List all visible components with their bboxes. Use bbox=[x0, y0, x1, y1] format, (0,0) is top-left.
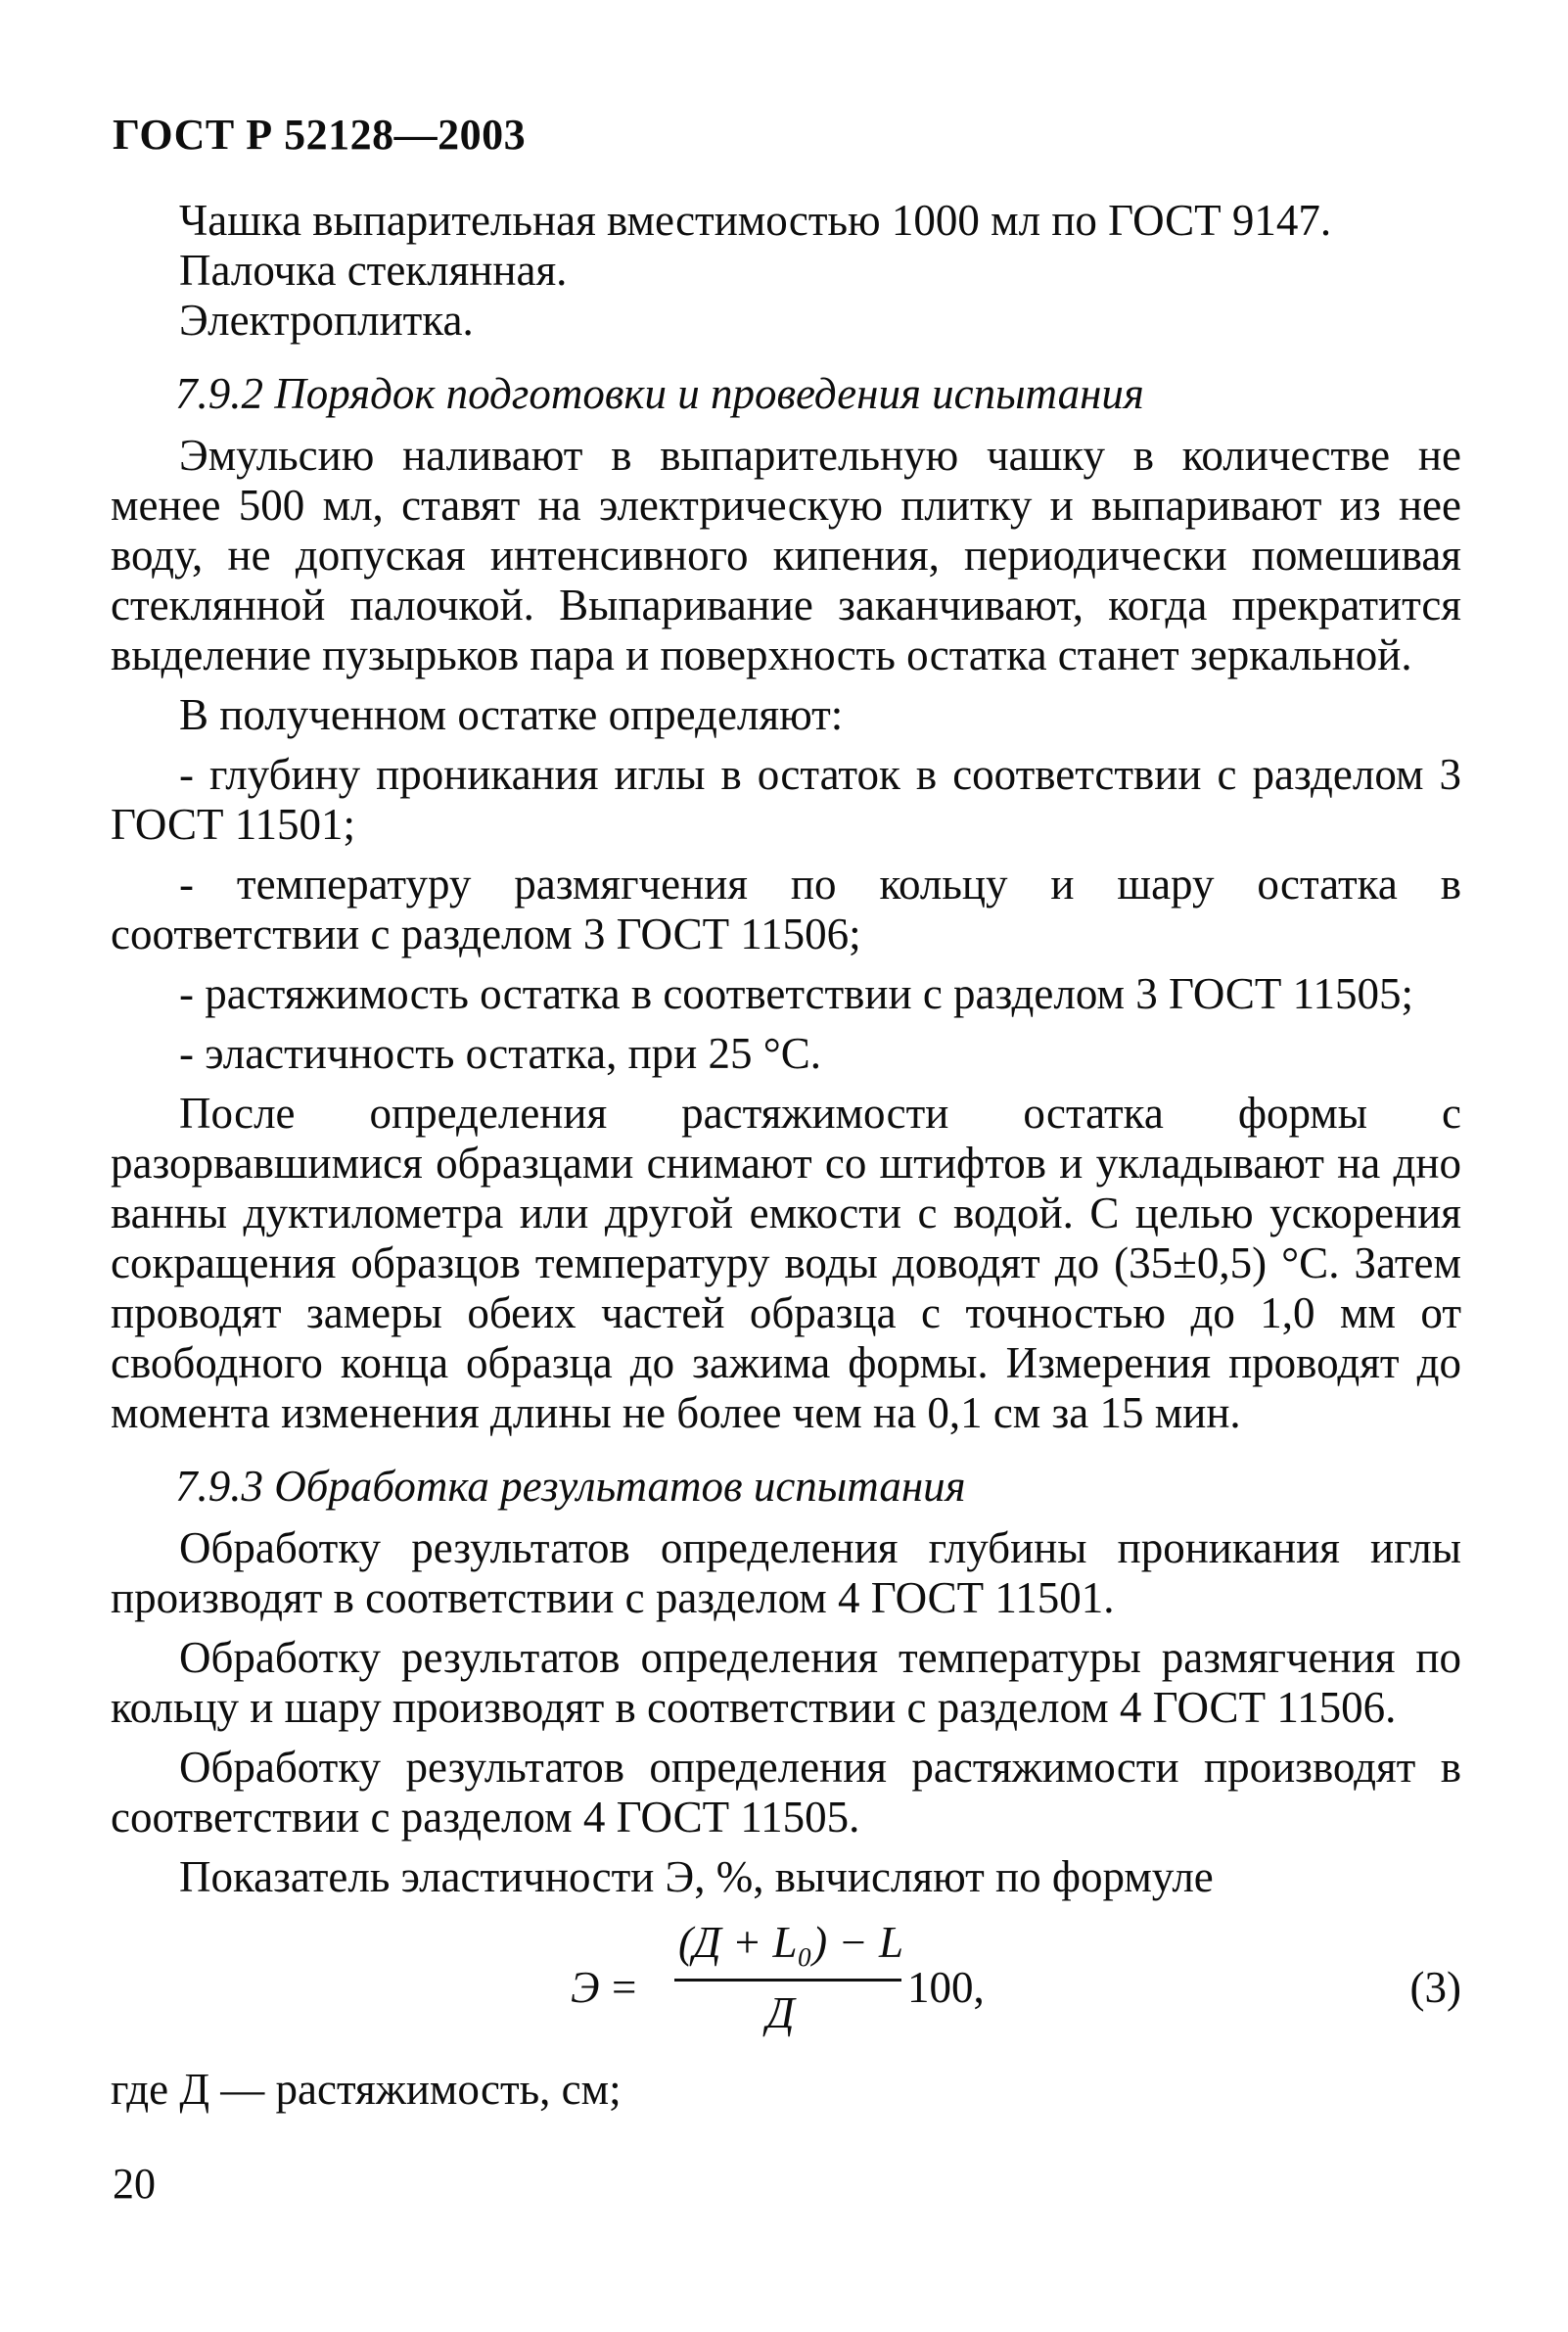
formula-lhs: Э bbox=[571, 1963, 600, 2012]
formula-number: (3) bbox=[1409, 1963, 1461, 2012]
paragraph-results-ductility: Обработку результатов определения растяжимости производят в соответствии с разделом 4 ГОСТ 11505. bbox=[111, 1743, 1461, 1842]
paragraph-residue-intro: В полученном остатке определяют: bbox=[179, 690, 844, 739]
equipment-line-2: Палочка стеклянная. bbox=[179, 246, 568, 295]
section-heading-7-9-3: 7.9.3 Обработка результатов испытания bbox=[175, 1462, 966, 1511]
document-header: ГОСТ Р 52128—2003 bbox=[113, 111, 527, 159]
document-body bbox=[111, 196, 1461, 2115]
list-item-ductility: - растяжимость остатка в соответствии с разделом 3 ГОСТ 11505; bbox=[179, 969, 1413, 1018]
list-item-elasticity: - эластичность остатка, при 25 °С. bbox=[179, 1029, 821, 1078]
paragraph-procedure: Эмульсию наливают в выпарительную чашку в количестве не менее 500 мл, ставят на электрическую плитку и выпаривают из нее воду, не допуская интенсивного кипения, периодически помешивая стеклянной палочкой. Выпаривание заканчивают, когда прекратится выделение пузырьков пара и поверхность остатка станет зеркальной. bbox=[111, 431, 1461, 679]
formula-equals: = bbox=[612, 1963, 637, 2012]
paragraph-elasticity-formula-intro: Показатель эластичности Э, %, вычисляют по формуле bbox=[179, 1852, 1214, 1901]
equipment-line-3: Электроплитка. bbox=[179, 296, 474, 345]
formula-multiplier: 100, bbox=[907, 1963, 985, 2012]
formula-fraction-bar bbox=[674, 1979, 901, 1982]
formula-where-line: где Д — растяжимость, см; bbox=[111, 2065, 622, 2114]
list-item-penetration: - глубину проникания иглы в остаток в соответствии с разделом 3 ГОСТ 11501; bbox=[111, 750, 1461, 849]
formula-numerator: (Д + L₀) − L bbox=[678, 1918, 904, 1967]
page-number: 20 bbox=[113, 2160, 156, 2208]
paragraph-measurement: После определения растяжимости остатка формы с разорвавшимися образцами снимают со штифтов и укладывают на дно ванны дуктилометра или другой емкости с водой. С целью ускорения сокращения образцов температуру воды доводят до (35±0,5) °С. Затем проводят замеры обеих частей образца с точностью до 1,0 мм от свободного конца образца до зажима формы. Измерения проводят до момента изменения длины не более чем на 0,1 см за 15 мин. bbox=[111, 1089, 1461, 1437]
equipment-line-1: Чашка выпарительная вместимостью 1000 мл по ГОСТ 9147. bbox=[179, 196, 1332, 245]
elasticity-formula bbox=[571, 1918, 1119, 2065]
list-item-softening: - температуру размягчения по кольцу и шару остатка в соответствии с разделом 3 ГОСТ 11506; bbox=[111, 860, 1461, 958]
formula-block bbox=[111, 1918, 1461, 2065]
formula-denominator: Д bbox=[766, 1988, 795, 2037]
paragraph-results-softening: Обработку результатов определения температуры размягчения по кольцу и шару производят в соответствии с разделом 4 ГОСТ 11506. bbox=[111, 1633, 1461, 1732]
paragraph-results-penetration: Обработку результатов определения глубины проникания иглы производят в соответствии с разделом 4 ГОСТ 11501. bbox=[111, 1523, 1461, 1622]
section-heading-7-9-2: 7.9.2 Порядок подготовки и проведения испытания bbox=[175, 369, 1144, 418]
